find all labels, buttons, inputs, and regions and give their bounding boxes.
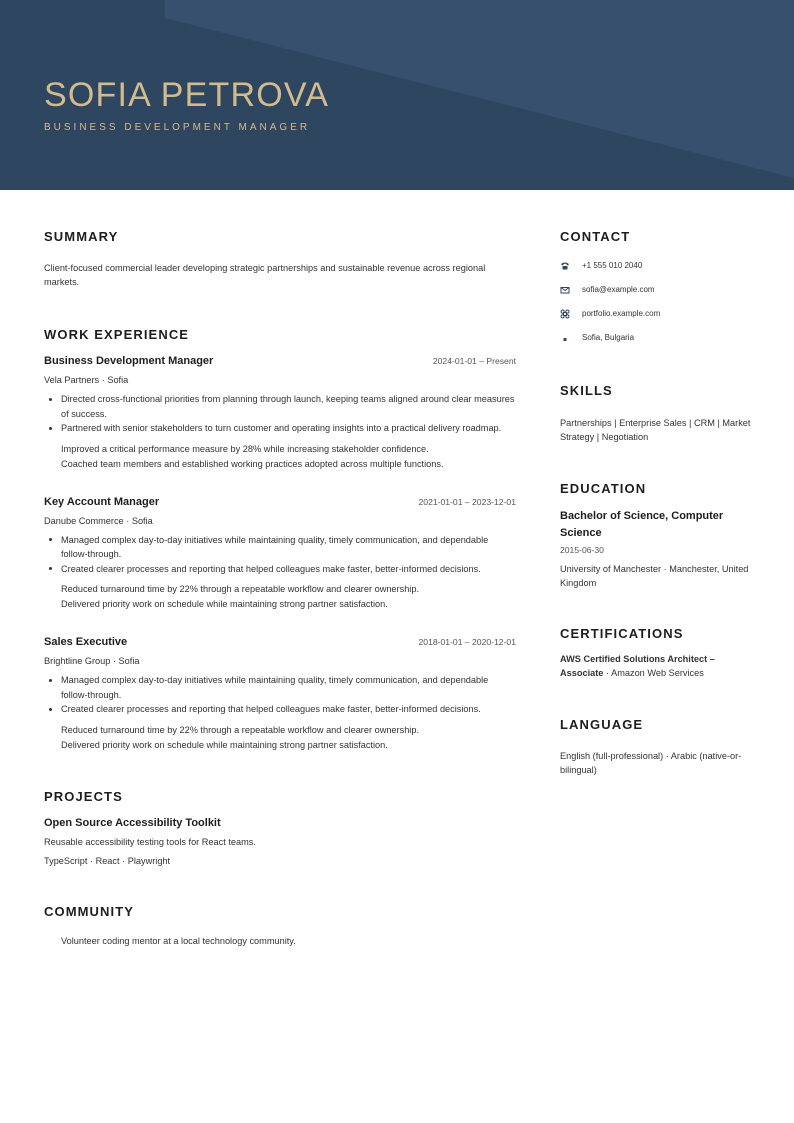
community-title: COMMUNITY: [44, 903, 135, 919]
language-title: LANGUAGE: [560, 717, 644, 732]
job-bullet: Managed complex day-to-day initiatives while maintaining quality, timely communication, and dependable follow-through.: [61, 673, 516, 702]
experience-title: WORK EXPERIENCE: [44, 327, 190, 342]
contact-list: [560, 259, 760, 345]
job-achievements: [61, 723, 516, 753]
job-achievement: Reduced turnaround time by 22% through a repeatable workflow and clearer ownership.: [61, 724, 420, 735]
education-school: University of Manchester · Manchester, United Kingdom: [560, 564, 749, 588]
projects-section: [44, 789, 516, 868]
contact-item-phone: [560, 259, 760, 273]
phone-icon: [560, 261, 570, 271]
job-organization: Vela Partners · Sofia: [44, 375, 129, 385]
certification-issuer: · Amazon Web Services: [603, 668, 704, 678]
contact-email[interactable]: sofia@example.com: [582, 285, 655, 294]
job-bullet: Managed complex day-to-day initiatives while maintaining quality, timely communication, and dependable follow-through.: [61, 533, 516, 562]
job-entry: [44, 495, 516, 613]
education-section: [560, 481, 760, 590]
job-entry: [44, 354, 516, 472]
contact-phone[interactable]: +1 555 010 2040: [582, 261, 643, 270]
summary-title: SUMMARY: [44, 229, 119, 244]
job-bullet: Directed cross-functional priorities from planning through launch, keeping teams aligned around clear measures of success.: [61, 392, 516, 421]
contact-item-location: [560, 331, 760, 345]
email-icon: [560, 285, 570, 295]
job-bullets: [44, 392, 516, 436]
certifications-title: CERTIFICATIONS: [560, 626, 684, 641]
job-achievement: Delivered priority work on schedule while maintaining strong partner satisfaction.: [61, 739, 388, 750]
skills-section: [560, 383, 760, 444]
job-title: Business Development Manager: [44, 355, 214, 367]
certification-name: AWS Certified Solutions Architect – Associate: [560, 654, 715, 678]
certification-entry: [560, 652, 760, 680]
job-achievement: Improved a critical performance measure by 28% while increasing stakeholder confidence.: [61, 443, 429, 454]
job-organization: Danube Commerce · Sofia: [44, 515, 153, 526]
job-organization: Brightline Group · Sofia: [44, 656, 140, 666]
job-achievement: Delivered priority work on schedule while maintaining strong partner satisfaction.: [61, 599, 388, 609]
job-date: 2024-01-01 – Present: [432, 356, 516, 366]
language-section: [560, 717, 760, 777]
education-degree: Bachelor of Science, Computer Science: [560, 510, 724, 539]
job-achievement: Coached team members and established working practices adopted across multiple functions.: [61, 458, 444, 469]
side-column: [560, 229, 760, 777]
job-achievements: [61, 442, 516, 472]
contact-section: [560, 229, 760, 345]
job-bullet: Partnered with senior stakeholders to turn customer and operating insights into a practical delivery roadmap.: [61, 421, 516, 436]
certifications-section: [560, 626, 760, 680]
contact-item-email: [560, 283, 760, 297]
job-header: [44, 495, 516, 509]
job-date: 2021-01-01 – 2023-12-01: [418, 496, 516, 507]
job-achievement: Reduced turnaround time by 22% through a repeatable workflow and clearer ownership.: [61, 584, 420, 594]
education-title: EDUCATION: [560, 481, 647, 496]
skills-title: SKILLS: [560, 383, 613, 398]
community-section: [44, 904, 516, 948]
summary-text: Client-focused commercial leader developing strategic partnerships and sustainable revenue across regional markets.: [44, 263, 486, 287]
language-text: English (full-professional) · Arabic (native-or-bilingual): [560, 751, 742, 775]
location-icon: [560, 333, 570, 343]
project-name: Open Source Accessibility Toolkit: [44, 816, 221, 829]
project-tech: TypeScript · React · Playwright: [44, 855, 171, 866]
skills-text: Partnerships | Enterprise Sales | CRM | Market Strategy | Negotiation: [560, 418, 751, 442]
header-banner: [0, 0, 794, 190]
job-entry: [44, 635, 516, 753]
projects-title: PROJECTS: [44, 788, 123, 804]
contact-title: CONTACT: [560, 229, 631, 244]
candidate-name: SOFIA PETROVA: [44, 76, 330, 114]
job-header: [44, 354, 516, 368]
job-bullets: [44, 533, 516, 577]
contact-location: Sofia, Bulgaria: [582, 333, 635, 342]
job-title: Sales Executive: [44, 636, 128, 648]
job-bullet: Created clearer processes and reporting that helped colleagues make faster, better-informed decisions.: [61, 562, 516, 577]
main-column: [44, 229, 516, 948]
job-header: [44, 635, 516, 649]
link-icon: [560, 309, 570, 319]
job-title: Key Account Manager: [44, 495, 160, 508]
community-text: Volunteer coding mentor at a local technology community.: [61, 935, 296, 946]
project-description: Reusable accessibility testing tools for React teams.: [44, 836, 256, 847]
education-date: 2015-06-30: [560, 545, 604, 555]
experience-section: [44, 327, 516, 753]
job-bullets: [44, 673, 516, 717]
job-achievements: [61, 582, 516, 612]
contact-portfolio[interactable]: portfolio.example.com: [582, 309, 661, 318]
job-date: 2018-01-01 – 2020-12-01: [418, 637, 516, 647]
summary-section: [44, 229, 516, 289]
job-bullet: Created clearer processes and reporting that helped colleagues make faster, better-informed decisions.: [61, 702, 516, 717]
candidate-role: BUSINESS DEVELOPMENT MANAGER: [44, 122, 311, 133]
contact-item-link: [560, 307, 760, 321]
